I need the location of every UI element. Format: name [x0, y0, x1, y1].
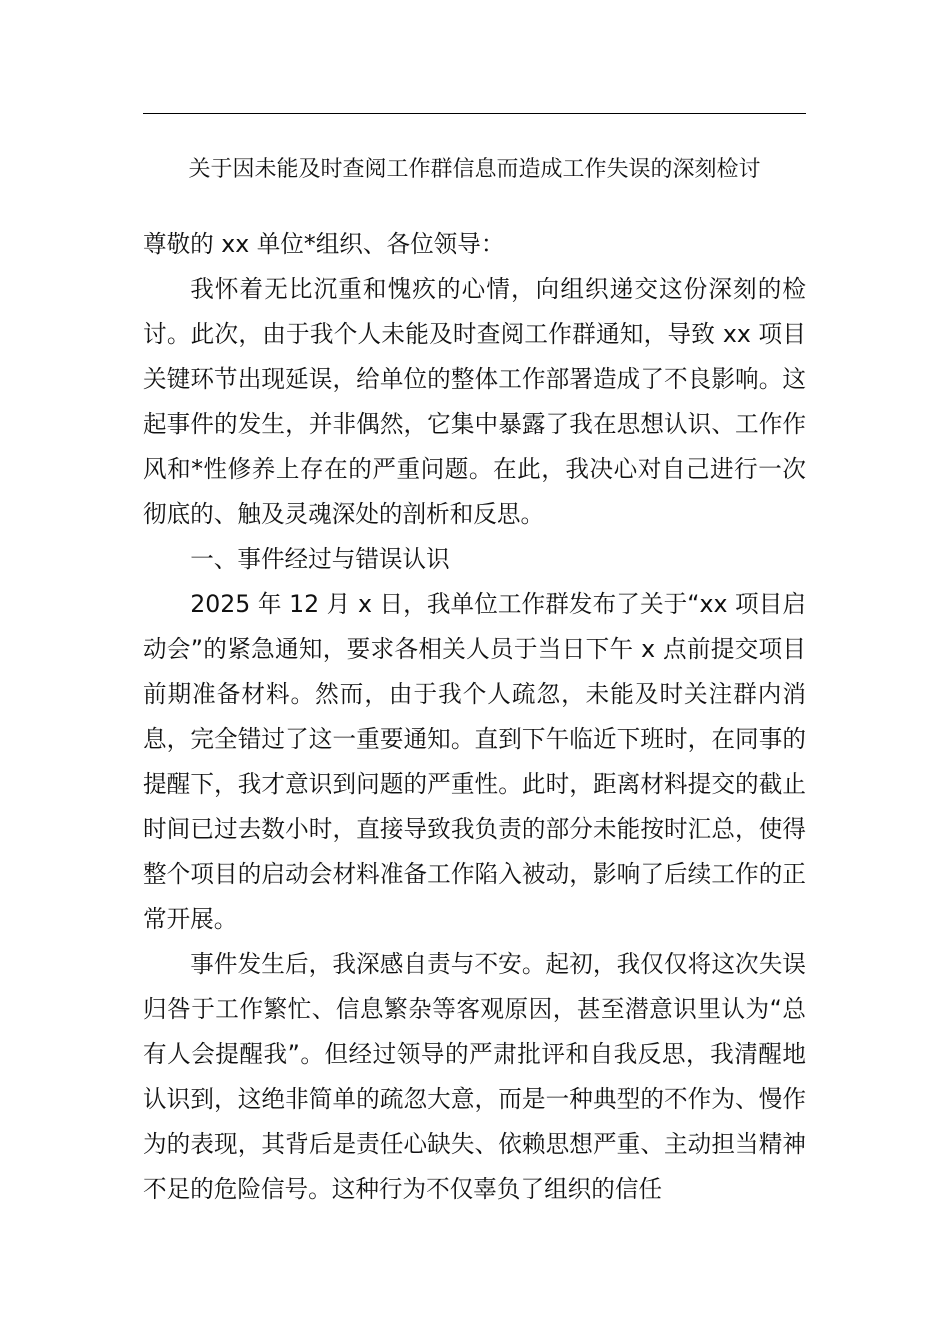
- header-rule: [143, 113, 806, 114]
- document-title: 关于因未能及时查阅工作群信息而造成工作失误的深刻检讨: [188, 157, 761, 182]
- section-heading: 一、事件经过与错误认识: [190, 545, 450, 573]
- document-body: [143, 222, 806, 1212]
- body-paragraph: 2025 年 12 月 x 日，我单位工作群发布了关于“xx 项目启动会”的紧急通知，要求各相关人员于当日下午 x 点前提交项目前期准备材料。然而，由于我个人疏忽，未能及时关注群内消息，完全错过了这一重要通知。直到下午临近下班时，在同事的提醒下，我才意识到问题的严重性。此时，距离材料提交的截止时间已过去数小时，直接导致我负责的部分未能按时汇总，使得整个项目的启动会材料准备工作陷入被动，影响了后续工作的正常开展。: [143, 590, 806, 933]
- body-paragraph: 事件发生后，我深感自责与不安。起初，我仅仅将这次失误归咎于工作繁忙、信息繁杂等客观原因，甚至潜意识里认为“总有人会提醒我”。但经过领导的严肃批评和自我反思，我清醒地认识到，这绝非简单的疏忽大意，而是一种典型的不作为、慢作为的表现，其背后是责任心缺失、依赖思想严重、主动担当精神不足的危险信号。这种行为不仅辜负了组织的信任: [143, 950, 806, 1203]
- intro-paragraph: 我怀着无比沉重和愧疚的心情，向组织递交这份深刻的检讨。此次，由于我个人未能及时查阅工作群通知，导致 xx 项目关键环节出现延误，给单位的整体工作部署造成了不良影响。这起事件的发生，并非偶然，它集中暴露了我在思想认识、工作作风和*性修养上存在的严重问题。在此，我决心对自己进行一次彻底的、触及灵魂深处的剖析和反思。: [143, 275, 806, 528]
- salutation: 尊敬的 xx 单位*组织、各位领导：: [143, 230, 505, 258]
